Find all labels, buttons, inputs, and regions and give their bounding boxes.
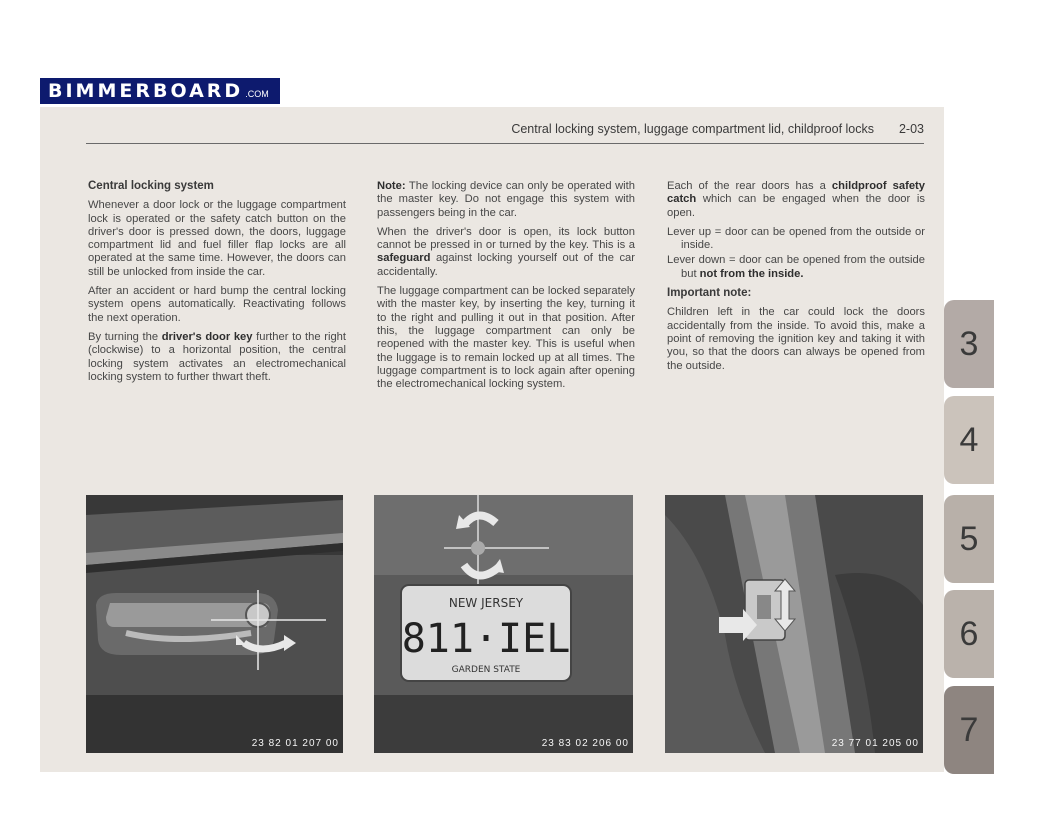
luggage-lock-photo	[374, 495, 633, 753]
photo-code: 23 77 01 205 00	[831, 738, 919, 749]
bimmerboard-logo[interactable]	[40, 78, 280, 104]
text-column-1	[88, 180, 346, 390]
logo-text: BIMMERBOARD	[48, 80, 244, 102]
paragraph: Whenever a door lock or the luggage compartment lock is operated or the safety catch button on the driver's door is pressed down, the doors, luggage compartment lid and fuel filler flap locks are all operated at the same time. However, the doors can still be unlocked from inside the car.	[88, 199, 346, 278]
logo-tld: .COM	[245, 89, 269, 99]
chapter-tab-7[interactable]: 7	[944, 686, 994, 774]
bold-text: childproof safety catch	[667, 180, 926, 206]
text-run: against locking yourself out of the car accidentally.	[377, 252, 635, 278]
bold-text: safeguard	[377, 252, 431, 265]
childproof-catch-photo	[665, 495, 923, 753]
photo-code: 23 83 02 206 00	[541, 738, 629, 749]
text-run: which can be engaged when the door is open.	[667, 193, 925, 219]
text-run: When the driver's door is open, its lock button cannot be pressed in or turned by the key. This is a	[377, 225, 635, 252]
chapter-tab-3[interactable]: 3	[944, 300, 994, 388]
lever-down-text	[667, 254, 925, 281]
luggage-lock-illustration	[374, 495, 633, 753]
plate-slogan-text: GARDEN STATE	[451, 665, 521, 675]
paragraph: Children left in the car could lock the doors accidentally from the inside. To avoid this, make a point of removing the ignition key and taking it with you, so that the doors can always be opened from the outside.	[667, 306, 925, 372]
chapter-tabs	[944, 300, 994, 772]
paragraph	[88, 331, 346, 384]
plate-number-text: 811·IEL	[401, 616, 571, 662]
paragraph	[667, 180, 925, 220]
chapter-tab-5[interactable]: 5	[944, 495, 994, 583]
text-run: By turning the	[88, 330, 162, 343]
door-handle-photo	[86, 495, 343, 753]
text-run: Each of the rear doors has a	[667, 180, 832, 192]
chapter-tab-4[interactable]: 4	[944, 396, 994, 484]
childproof-catch-illustration	[665, 495, 923, 753]
chapter-tab-6[interactable]: 6	[944, 590, 994, 678]
door-handle-illustration	[86, 495, 343, 753]
important-heading: Important note:	[667, 287, 752, 300]
paragraph: After an accident or hard bump the central locking system opens automatically. Reactivating follows the next operation.	[88, 285, 346, 324]
paragraph: The luggage compartment can be locked separately with the master key, by inserting the key, turning it to the right and pulling it out in that position. After this, the luggage compartment can only be reopened with the master key. This is useful when the luggage is to remain locked up at all times. The luggage compartment is to lock again after opening the electromechanical locking system.	[377, 285, 635, 391]
photo-code: 23 82 01 207 00	[251, 738, 339, 749]
bold-text: driver's door key	[161, 330, 253, 343]
paragraph	[377, 226, 635, 279]
text-run: further to the right (clockwise) to a horizontal position, the central locking system activates an electromechanical locking system to further thwart theft.	[88, 330, 346, 383]
page-header	[86, 121, 924, 144]
text-column-2	[377, 180, 635, 397]
note-label: Note:	[377, 180, 406, 192]
page-title: Central locking system, luggage compartment lid, childproof locks	[511, 122, 874, 136]
page-number: 2-03	[898, 122, 924, 136]
lever-up-text: Lever up = door can be opened from the outside or inside.	[667, 225, 925, 252]
text-run: Lever down = door can be opened from the outside but	[667, 254, 925, 280]
text-column-3	[667, 180, 925, 379]
plate-state-text: NEW JERSEY	[448, 596, 524, 610]
text-run: The locking device can only be operated with the master key. Do not engage this system with passengers being in the car.	[377, 180, 635, 219]
section-heading: Central locking system	[88, 180, 214, 192]
note-paragraph	[377, 180, 635, 220]
bold-text: not from the inside.	[699, 267, 804, 280]
